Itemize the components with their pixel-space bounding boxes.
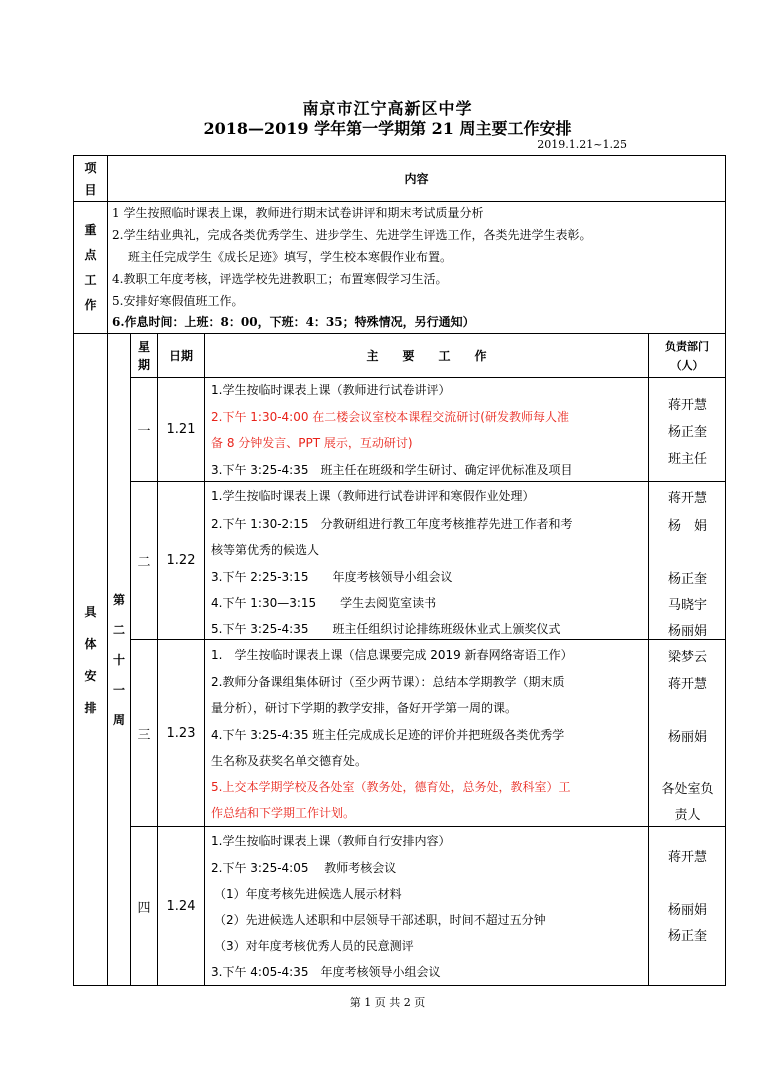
- task-item-highlight: 2.下午 1:30-4:00 在二楼会议室校本课程交流研讨(研发教师每人准: [211, 410, 569, 424]
- task-item: 3.下午 2:25-3:15 年度考核领导小组会议: [211, 570, 453, 584]
- responsible-person: 蒋开慧: [667, 398, 707, 413]
- responsible-person: 马晓宇: [667, 598, 707, 613]
- responsible-person: 杨丽娟: [667, 624, 707, 639]
- date-range: 2019.1.21~1.25: [537, 138, 627, 151]
- key-work-item: 5.安排好寒假值班工作。: [112, 294, 244, 308]
- task-item-highlight: 5.上交本学期学校及各处室（教务处，德育处，总务处，教科室）工: [211, 780, 571, 794]
- task-item: 量分析），研讨下学期的教学安排，备好开学第一周的课。: [211, 701, 518, 715]
- weekday-cell: 一: [137, 424, 151, 439]
- date-cell: 1.23: [166, 725, 196, 741]
- task-item: 4.下午 1:30—3:15 学生去阅览室读书: [211, 596, 437, 610]
- responsible-person: 蒋开慧: [667, 677, 707, 692]
- column-header-work: 主 要 工 作: [366, 349, 487, 363]
- task-item: 1. 学生按临时课表上课（信息课要完成 2019 新春网络寄语工作）: [211, 648, 573, 662]
- task-item: 1.学生按临时课表上课（教师进行试卷讲评）: [211, 383, 451, 397]
- key-work-item: 4.教职工年度考核，评选学校先进教职工；布置寒假学习生活。: [112, 272, 448, 286]
- responsible-person: 杨丽娟: [667, 730, 707, 745]
- task-item: 5.下午 3:25-4:35 班主任组织讨论排练班级休业式上颁奖仪式: [211, 622, 561, 636]
- date-cell: 1.24: [166, 898, 196, 914]
- school-name: 南京市江宁高新区中学: [302, 99, 473, 118]
- column-header-weekday: 星期: [137, 339, 150, 372]
- task-item: 2.下午 1:30-2:15 分教研组进行教工年度考核推荐先进工作者和考: [211, 517, 573, 531]
- responsible-person: 蒋开慧: [667, 850, 707, 865]
- key-work-label: 重点工作: [84, 222, 97, 312]
- responsible-person: 杨 娟: [667, 519, 707, 534]
- responsible-person: 各处室负: [661, 782, 714, 797]
- column-header-content: 内容: [404, 172, 429, 186]
- task-item: （1）年度考核先进候选人展示材料: [214, 887, 402, 901]
- responsible-person: 杨正奎: [667, 572, 707, 587]
- column-header-item: 项目: [84, 160, 97, 197]
- responsible-person: 杨正奎: [667, 929, 707, 944]
- task-item: 4.下午 3:25-4:35 班主任完成成长足迹的评价并把班级各类优秀学: [211, 728, 565, 742]
- page-footer: 第 1 页 共 2 页: [349, 996, 426, 1009]
- task-item: 3.下午 3:25-4:35 班主任在班级和学生研讨、确定评优标准及项目: [211, 463, 573, 477]
- responsible-person: 杨丽娟: [667, 903, 707, 918]
- responsible-person: 蒋开慧: [667, 491, 707, 506]
- responsible-person: 班主任: [667, 452, 707, 467]
- responsible-person: 杨正奎: [667, 425, 707, 440]
- task-item: 生名称及获奖名单交德育处。: [211, 754, 368, 768]
- task-item: 1.学生按临时课表上课（教师自行安排内容）: [211, 834, 451, 848]
- task-item: （2）先进候选人述职和中层领导干部述职，时间不超过五分钟: [214, 913, 546, 927]
- task-item: 核等第优秀的候选人: [211, 543, 320, 557]
- document-title: 2018—2019 学年第一学期第 21 周主要工作安排: [203, 119, 572, 138]
- task-item: 2.教师分备课组集体研讨（至少两节课）：总结本学期教学（期末质: [211, 675, 565, 689]
- task-item: 2.下午 3:25-4:05 教师考核会议: [211, 861, 397, 875]
- key-work-item: 班主任完成学生《成长足迹》填写，学生校本寒假作业布置。: [128, 250, 453, 264]
- weekday-cell: 二: [137, 555, 151, 570]
- task-item: （3）对年度考核优秀人员的民意测评: [214, 939, 414, 953]
- column-header-responsible: 负责部门（人）: [665, 339, 709, 372]
- task-item: 1.学生按临时课表上课（教师进行试卷讲评和寒假作业处理）: [211, 489, 535, 503]
- column-header-date: 日期: [168, 349, 193, 363]
- week-label: 第二十一周: [112, 592, 125, 727]
- weekday-cell: 三: [137, 727, 151, 743]
- task-item-highlight: 作总结和下学期工作计划。: [211, 806, 356, 820]
- key-work-item: 2.学生结业典礼，完成各类优秀学生、进步学生、先进学生评选工作，各类先进学生表彰。: [112, 228, 592, 242]
- task-item: 3.下午 4:05-4:35 年度考核领导小组会议: [211, 965, 441, 979]
- key-work-item: 1 学生按照临时课表上课，教师进行期末试卷讲评和期末考试质量分析: [112, 206, 484, 220]
- responsible-person: 责人: [674, 808, 701, 823]
- date-cell: 1.22: [166, 553, 196, 568]
- key-work-item: 6.作息时间：上班：8：00，下班：4：35；特殊情况，另行通知）: [112, 315, 475, 329]
- weekday-cell: 四: [137, 900, 151, 916]
- schedule-label: 具体安排: [84, 604, 97, 715]
- date-cell: 1.21: [166, 422, 196, 437]
- task-item-highlight: 备 8 分钟发言、PPT 展示，互动研讨): [211, 436, 413, 450]
- responsible-person: 梁梦云: [667, 650, 707, 665]
